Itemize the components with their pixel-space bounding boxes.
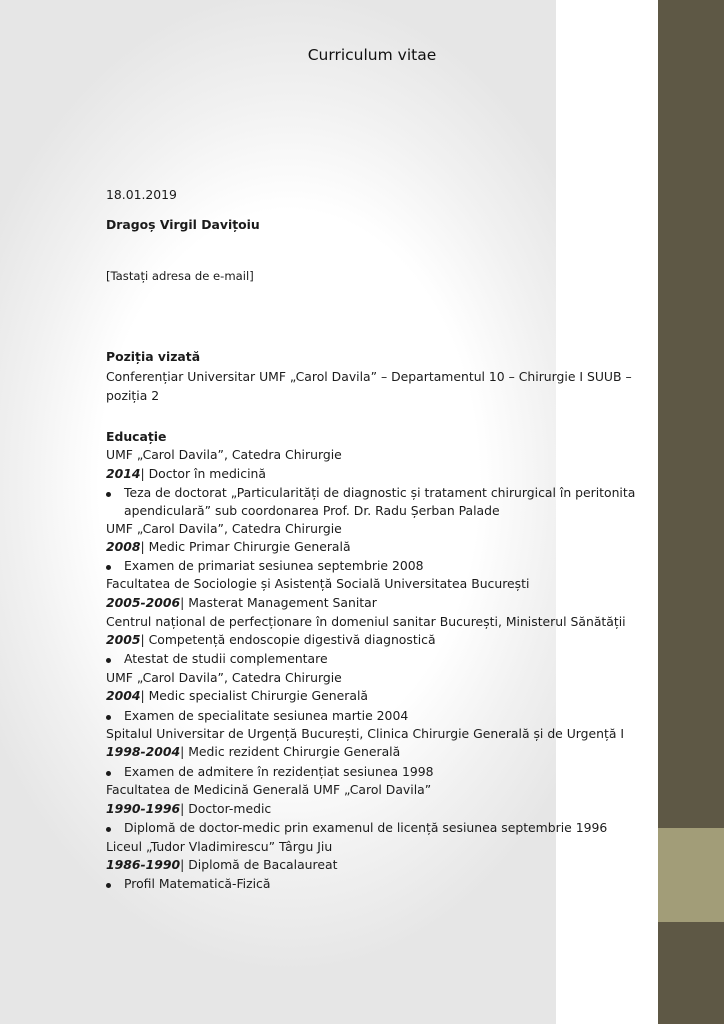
education-bullet-text: Examen de specialitate sesiunea martie 2004 xyxy=(124,708,409,723)
education-degree: | Diplomă de Bacalaureat xyxy=(180,857,338,872)
education-institution: Facultatea de Medicină Generală UMF „Carol Davila” xyxy=(106,782,432,797)
education-degree-line xyxy=(106,594,377,612)
education-years: 1998-2004 xyxy=(106,744,181,759)
education-institution: UMF „Carol Davila”, Catedra Chirurgie xyxy=(106,447,342,462)
education-degree: | Doctor în medicină xyxy=(140,466,266,481)
education-bullet-text-continued: apendiculară” sub coordonarea Prof. Dr. Radu Șerban Palade xyxy=(124,503,500,518)
education-bullet-text: Diplomă de doctor-medic prin examenul de licență sesiunea septembrie 1996 xyxy=(124,820,608,835)
bullet-icon xyxy=(106,658,111,663)
education-heading: Educație xyxy=(106,429,167,444)
person-name: Dragoș Virgil Davițoiu xyxy=(106,217,260,232)
page-margin xyxy=(556,0,658,1024)
education-years: 2014 xyxy=(106,466,141,481)
bullet-icon xyxy=(106,827,111,832)
education-years: 2004 xyxy=(106,688,141,703)
education-bullet-text: Profil Matematică-Fizică xyxy=(124,876,271,891)
sidebar-band-top xyxy=(658,0,724,828)
education-degree-line xyxy=(106,631,436,649)
bullet-icon xyxy=(106,565,111,570)
education-bullet-text: Examen de admitere în rezidențiat sesiunea 1998 xyxy=(124,764,434,779)
position-line-1: Conferențiar Universitar UMF „Carol Davila” – Departamentul 10 – Chirurgie I SUUB – xyxy=(106,369,632,384)
education-degree: | Medic specialist Chirurgie Generală xyxy=(140,688,368,703)
education-degree: | Medic Primar Chirurgie Generală xyxy=(140,539,351,554)
education-bullet-text: Teza de doctorat „Particularități de diagnostic și tratament chirurgical în peritonita xyxy=(124,485,636,500)
education-degree: | Masterat Management Sanitar xyxy=(180,595,377,610)
education-years: 2008 xyxy=(106,539,141,554)
education-institution: Spitalul Universitar de Urgență București, Clinica Chirurgie Generală și de Urgență I xyxy=(106,726,625,741)
education-years: 1990-1996 xyxy=(106,801,181,816)
position-line-2: poziția 2 xyxy=(106,388,160,403)
education-institution: Centrul național de perfecționare în domeniul sanitar București, Ministerul Sănătății xyxy=(106,614,626,629)
document-title: Curriculum vitae xyxy=(307,46,437,64)
education-degree: | Medic rezident Chirurgie Generală xyxy=(180,744,401,759)
education-years: 2005 xyxy=(106,632,141,647)
education-degree-line xyxy=(106,465,266,483)
position-heading: Poziția vizată xyxy=(106,349,201,364)
education-years: 1986-1990 xyxy=(106,857,181,872)
education-degree-line xyxy=(106,743,400,761)
bullet-icon xyxy=(106,771,111,776)
document-date: 18.01.2019 xyxy=(106,187,177,202)
sidebar-band-accent xyxy=(658,828,724,922)
bullet-icon xyxy=(106,883,111,888)
education-degree-line xyxy=(106,800,271,818)
education-degree-line xyxy=(106,687,368,705)
bullet-icon xyxy=(106,715,111,720)
education-degree: | Doctor-medic xyxy=(180,801,272,816)
education-degree-line xyxy=(106,856,337,874)
education-institution: Liceul „Tudor Vladimirescu” Târgu Jiu xyxy=(106,839,333,854)
education-degree-line xyxy=(106,538,351,556)
education-years: 2005-2006 xyxy=(106,595,181,610)
education-institution: Facultatea de Sociologie și Asistență Socială Universitatea București xyxy=(106,576,530,591)
bullet-icon xyxy=(106,492,111,497)
education-bullet-text: Atestat de studii complementare xyxy=(124,651,328,666)
sidebar-band-bottom xyxy=(658,922,724,1024)
education-institution: UMF „Carol Davila”, Catedra Chirurgie xyxy=(106,670,342,685)
email-placeholder[interactable]: [Tastați adresa de e-mail] xyxy=(106,269,254,283)
education-institution: UMF „Carol Davila”, Catedra Chirurgie xyxy=(106,521,342,536)
education-degree: | Competență endoscopie digestivă diagnostică xyxy=(140,632,436,647)
education-bullet-text: Examen de primariat sesiunea septembrie 2008 xyxy=(124,558,424,573)
